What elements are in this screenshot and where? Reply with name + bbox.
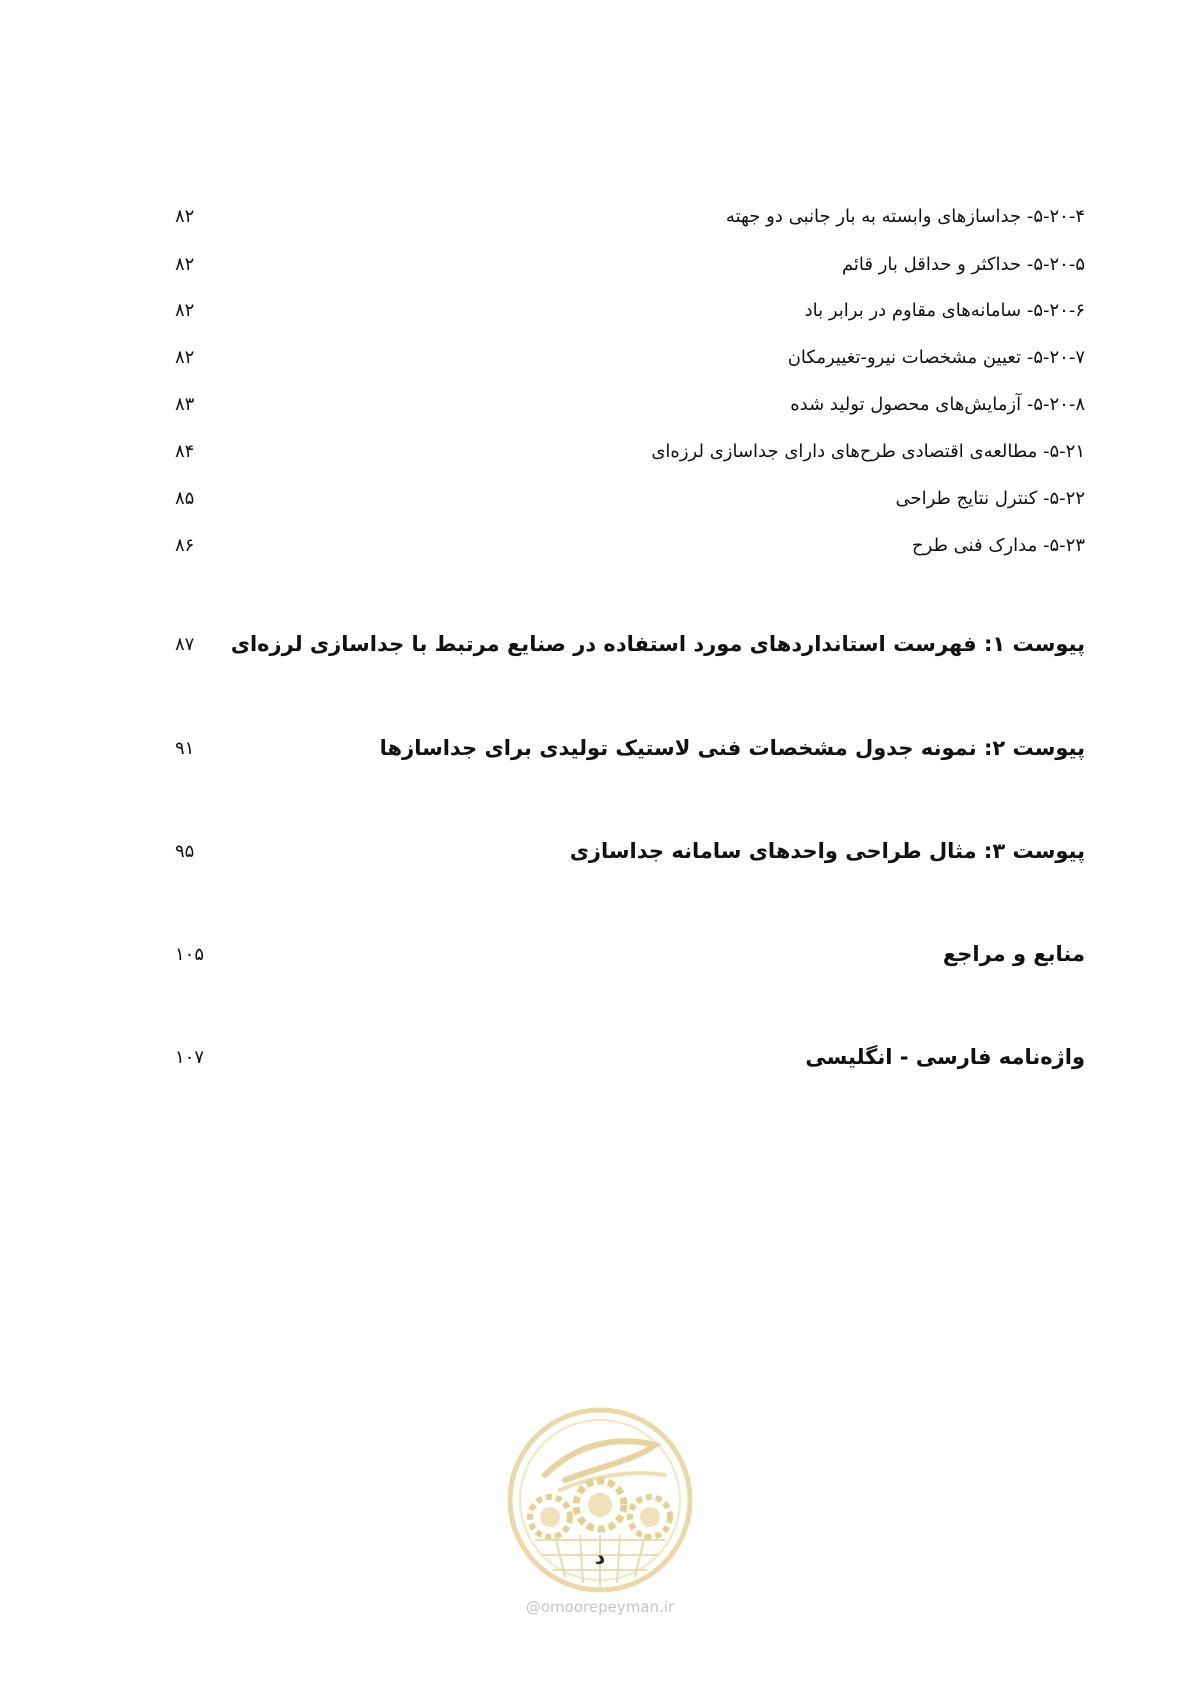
toc-entry-title: ۵-۲۰-۶- سامانه‌های مقاوم در برابر باد xyxy=(804,299,1085,321)
toc-page-number: ۸۷ xyxy=(175,633,195,655)
toc-page-number: ۱۰۵ xyxy=(175,943,205,965)
toc-page-number: ۸۲ xyxy=(175,253,195,275)
toc-entry[interactable] xyxy=(150,431,1085,471)
toc-page-number: ۸۳ xyxy=(175,393,195,415)
toc-appendix-entry[interactable] xyxy=(150,728,1085,768)
toc-page-number: ۸۲ xyxy=(175,299,195,321)
toc-entry-title: ۵-۲۰-۴- جداسازهای وابسته به بار جانبی دو جهته xyxy=(725,205,1085,227)
toc-entry[interactable] xyxy=(150,196,1085,236)
toc-entry[interactable] xyxy=(150,478,1085,518)
page-number-letter: د xyxy=(594,1545,606,1569)
toc-page-number: ۸۲ xyxy=(175,205,195,227)
toc-entry-title: ۵-۲۰-۷- تعیین مشخصات نیرو-تغییرمکان xyxy=(787,346,1085,368)
toc-page-number: ۱۰۷ xyxy=(175,1046,205,1068)
toc-page-number: ۸۲ xyxy=(175,346,195,368)
toc-page-number: ۹۱ xyxy=(175,737,195,759)
toc-glossary-title: واژه‌نامه فارسی - انگلیسی xyxy=(805,1045,1085,1069)
toc-page-number: ۸۴ xyxy=(175,440,195,462)
watermark-url: @omoorepeyman.ir xyxy=(525,1598,675,1616)
toc-appendix-title: پیوست ۳: مثال طراحی واحدهای سامانه جداسازی xyxy=(569,839,1085,863)
toc-appendix-entry[interactable] xyxy=(150,624,1085,664)
toc-entry-title: ۵-۲۲- کنترل نتایج طراحی xyxy=(895,487,1085,509)
toc-page-number: ۸۶ xyxy=(175,534,195,556)
toc-entry[interactable] xyxy=(150,337,1085,377)
toc-entry[interactable] xyxy=(150,244,1085,284)
toc-entry[interactable] xyxy=(150,290,1085,330)
toc-entry-title: ۵-۲۰-۵- حداکثر و حداقل بار قائم xyxy=(841,253,1085,275)
toc-appendix-title: پیوست ۱: فهرست استانداردهای مورد استفاده در صنایع مرتبط با جداسازی لرزه‌ای xyxy=(230,632,1085,656)
toc-entry[interactable] xyxy=(150,384,1085,424)
toc-page-number: ۸۵ xyxy=(175,487,195,509)
toc-references-title: منابع و مراجع xyxy=(942,942,1085,966)
toc-glossary-entry[interactable] xyxy=(150,1037,1085,1077)
toc-page-number: ۹۵ xyxy=(175,840,195,862)
toc-entry[interactable] xyxy=(150,525,1085,565)
toc-entry-title: ۵-۲۰-۸- آزمایش‌های محصول تولید شده xyxy=(790,393,1085,415)
toc-references-entry[interactable] xyxy=(150,934,1085,974)
toc-entry-title: ۵-۲۳- مدارک فنی طرح xyxy=(912,534,1085,556)
toc-appendix-title: پیوست ۲: نمونه جدول مشخصات فنی لاستیک تولیدی برای جداسازها xyxy=(379,736,1085,760)
toc-appendix-entry[interactable] xyxy=(150,831,1085,871)
toc-entry-title: ۵-۲۱- مطالعه‌ی اقتصادی طرح‌های دارای جداسازی لرزه‌ای xyxy=(651,440,1085,462)
